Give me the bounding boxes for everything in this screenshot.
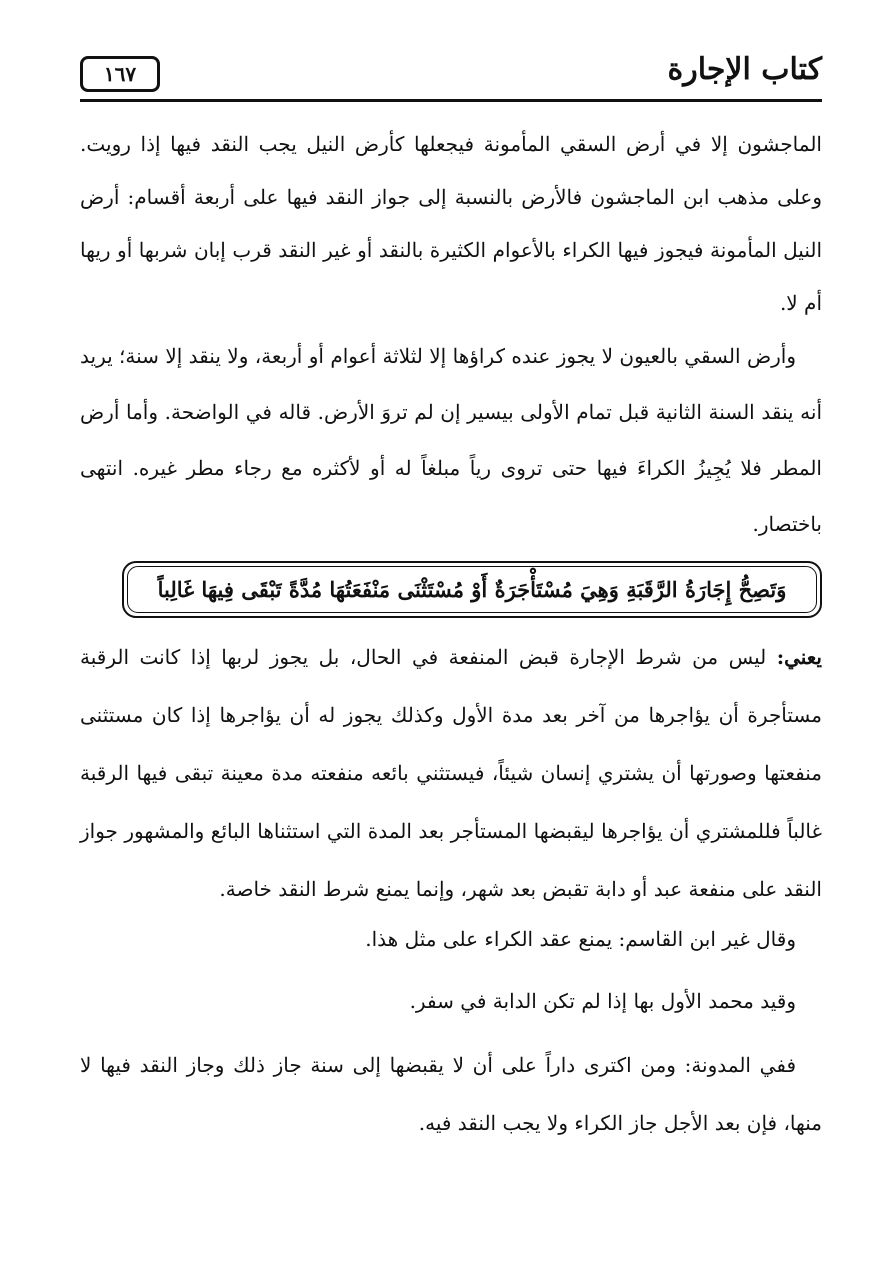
paragraph-5: وقيد محمد الأول بها إذا لم تكن الدابة في سفر. — [409, 989, 796, 1013]
header-divider — [80, 99, 822, 102]
paragraph-6: ففي المدونة: ومن اكترى داراً على أن لا يقبضها إلى سنة جاز ذلك وجاز النقد فيها لا منها، فإن بعد الأجل جاز الكراء ولا يجب النقد فيه. — [80, 1053, 822, 1135]
matn-box — [122, 561, 822, 618]
paragraph-3-body: ليس من شرط الإجارة قبض المنفعة في الحال، بل يجوز لربها إذا كانت الرقبة مستأجرة أن يؤاجرها من آخر بعد مدة الأول وكذلك يجوز له أن يؤاجرها إذا كان مستثنى منفعتها وصورتها أن يشتري إنسان شيئاً، فيستثني بائعه منفعته مدة معينة تبقى فيها الرقبة غالباً فللمشتري أن يؤاجرها ليقبضها المستأجر بعد المدة التي استثناها البائع والمشهور جواز النقد على منفعة عبد أو دابة تقبض بعد شهر، وإنما يمنع شرط النقد خاصة. — [80, 645, 822, 901]
matn-text: وَتَصِحُّ إِجَارَةُ الرَّقَبَةِ وَهِيَ مُسْتَأْجَرَةٌ أَوْ مُسْتَثْنَى مَنْفَعَتُهَا مُدَّةً تَبْقَى فِيهَا غَالِباً — [157, 577, 787, 602]
paragraph-1: الماجشون إلا في أرض السقي المأمونة فيجعلها كأرض النيل يجب النقد فيها إذا رويت. وعلى مذهب ابن الماجشون فالأرض بالنسبة إلى جواز النقد فيها على أربعة أقسام: أرض النيل المأمونة فيجوز فيها الكراء بالأعوام الكثيرة بالنقد أو غير النقد قرب إبان شربها أو ريها أم لا. — [80, 132, 822, 315]
page-header — [80, 50, 822, 102]
paragraph-4: وقال غير ابن القاسم: يمنع عقد الكراء على مثل هذا. — [365, 927, 796, 951]
page-number-badge: ١٦٧ — [80, 56, 160, 92]
paragraph-2: وأرض السقي بالعيون لا يجوز عنده كراؤها إلا لثلاثة أعوام أو أربعة، ولا ينقد إلا سنة؛ يريد أنه ينقد السنة الثانية قبل تمام الأولى بيسير إن لم تروَ الأرض. قاله في الواضحة. وأما أرض المطر فلا يُجِيزُ الكراءَ فيها حتى تروى رياً مبلغاً له أو لأكثره مع رجاء مطر غيره. انتهى باختصار. — [80, 344, 822, 536]
running-title: كتاب الإجارة — [667, 52, 822, 87]
paragraph-3 — [80, 628, 822, 918]
paragraph-3-lead: يعني: — [776, 645, 822, 669]
